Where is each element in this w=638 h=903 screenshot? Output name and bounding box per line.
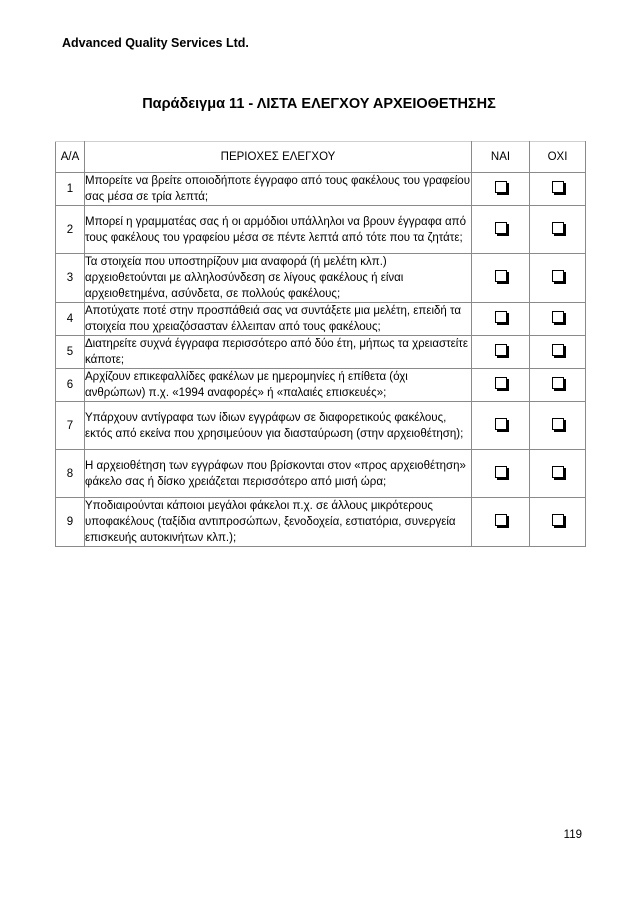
yes-checkbox[interactable]: [495, 514, 507, 526]
row-number: 3: [56, 254, 85, 303]
table-header-row: [56, 142, 586, 173]
yes-checkbox[interactable]: [495, 311, 507, 323]
header-area: ΠΕΡΙΟΧΕΣ ΕΛΕΓΧΟΥ: [85, 142, 472, 173]
no-cell: [530, 498, 586, 547]
row-number: 5: [56, 336, 85, 369]
yes-cell: [472, 498, 530, 547]
row-number: 9: [56, 498, 85, 547]
yes-checkbox[interactable]: [495, 181, 507, 193]
no-cell: [530, 450, 586, 498]
table-row: [56, 254, 586, 303]
no-cell: [530, 369, 586, 402]
table-row: [56, 498, 586, 547]
row-number: 1: [56, 173, 85, 206]
row-question: Μπορείτε να βρείτε οποιοδήποτε έγγραφο από τους φακέλους του γραφείου σας μέσα σε τρία λεπτά;: [85, 173, 472, 206]
row-question: Τα στοιχεία που υποστηρίζουν μια αναφορά (ή μελέτη κλπ.) αρχειοθετούνται με αλληλοσύνδεση σε λίγους φακέλους ή είναι αρχειοθετημένα, ασύνδετα, σε πολλούς φακέλους;: [85, 254, 472, 303]
page-number: 119: [563, 829, 582, 841]
no-checkbox[interactable]: [552, 418, 564, 430]
yes-cell: [472, 206, 530, 254]
row-number: 4: [56, 303, 85, 336]
row-question: Διατηρείτε συχνά έγγραφα περισσότερο από δύο έτη, μήπως τα χρειαστείτε κάποτε;: [85, 336, 472, 369]
row-question: Υπάρχουν αντίγραφα των ίδιων εγγράφων σε διαφορετικούς φακέλους, εκτός από εκείνα που χρησιμεύουν για διασταύρωση (στην αρχειοθέτηση);: [85, 402, 472, 450]
row-question: Αρχίζουν επικεφαλλίδες φακέλων με ημερομηνίες ή επίθετα (όχι ανθρώπων) π.χ. «1994 αναφορές» ή «παλαιές επισκευές»;: [85, 369, 472, 402]
no-cell: [530, 254, 586, 303]
page-title: Παράδειγμα 11 - ΛΙΣΤΑ ΕΛΕΓΧΟΥ ΑΡΧΕΙΟΘΕΤΗΣΗΣ: [142, 96, 496, 112]
row-number: 2: [56, 206, 85, 254]
row-question: Μπορεί η γραμματέας σας ή οι αρμόδιοι υπάλληλοι να βρουν έγγραφα από τους φακέλους του γραφείου μέσα σε πέντε λεπτά από τότε που τα ζητάτε;: [85, 206, 472, 254]
yes-checkbox[interactable]: [495, 377, 507, 389]
table-row: [56, 369, 586, 402]
table-row: [56, 402, 586, 450]
company-name: Advanced Quality Services Ltd.: [62, 36, 249, 50]
no-checkbox[interactable]: [552, 466, 564, 478]
table-row: [56, 336, 586, 369]
yes-cell: [472, 402, 530, 450]
header-yes: ΝΑΙ: [472, 142, 530, 173]
yes-cell: [472, 173, 530, 206]
table-row: [56, 206, 586, 254]
row-question: Υποδιαιρούνται κάποιοι μεγάλοι φάκελοι π.χ. σε άλλους μικρότερους υποφακέλους (ταξίδια αντιπροσώπων, ξενοδοχεία, εστιατόρια, συνεργεία επισκευής αυτοκινήτων κλπ.);: [85, 498, 472, 547]
no-cell: [530, 303, 586, 336]
table-row: [56, 450, 586, 498]
yes-cell: [472, 336, 530, 369]
row-question: Αποτύχατε ποτέ στην προσπάθειά σας να συντάξετε μια μελέτη, επειδή τα στοιχεία που χρειαζόσασταν έλλειπαν από τους φακέλους;: [85, 303, 472, 336]
yes-checkbox[interactable]: [495, 270, 507, 282]
table-row: [56, 173, 586, 206]
no-checkbox[interactable]: [552, 311, 564, 323]
no-cell: [530, 206, 586, 254]
row-number: 7: [56, 402, 85, 450]
no-checkbox[interactable]: [552, 344, 564, 356]
no-checkbox[interactable]: [552, 181, 564, 193]
checklist-table: [55, 141, 586, 547]
yes-checkbox[interactable]: [495, 418, 507, 430]
yes-cell: [472, 450, 530, 498]
row-number: 8: [56, 450, 85, 498]
table-row: [56, 303, 586, 336]
no-cell: [530, 336, 586, 369]
yes-checkbox[interactable]: [495, 466, 507, 478]
no-checkbox[interactable]: [552, 377, 564, 389]
yes-checkbox[interactable]: [495, 222, 507, 234]
no-checkbox[interactable]: [552, 222, 564, 234]
yes-cell: [472, 369, 530, 402]
header-num: Α/Α: [56, 142, 85, 173]
no-cell: [530, 173, 586, 206]
header-no: ΟΧΙ: [530, 142, 586, 173]
no-cell: [530, 402, 586, 450]
row-number: 6: [56, 369, 85, 402]
no-checkbox[interactable]: [552, 270, 564, 282]
no-checkbox[interactable]: [552, 514, 564, 526]
row-question: Η αρχειοθέτηση των εγγράφων που βρίσκονται στον «προς αρχειοθέτηση» φάκελο σας ή δίσκο χρειάζεται περισσότερο από μισή ώρα;: [85, 450, 472, 498]
yes-cell: [472, 254, 530, 303]
yes-cell: [472, 303, 530, 336]
yes-checkbox[interactable]: [495, 344, 507, 356]
